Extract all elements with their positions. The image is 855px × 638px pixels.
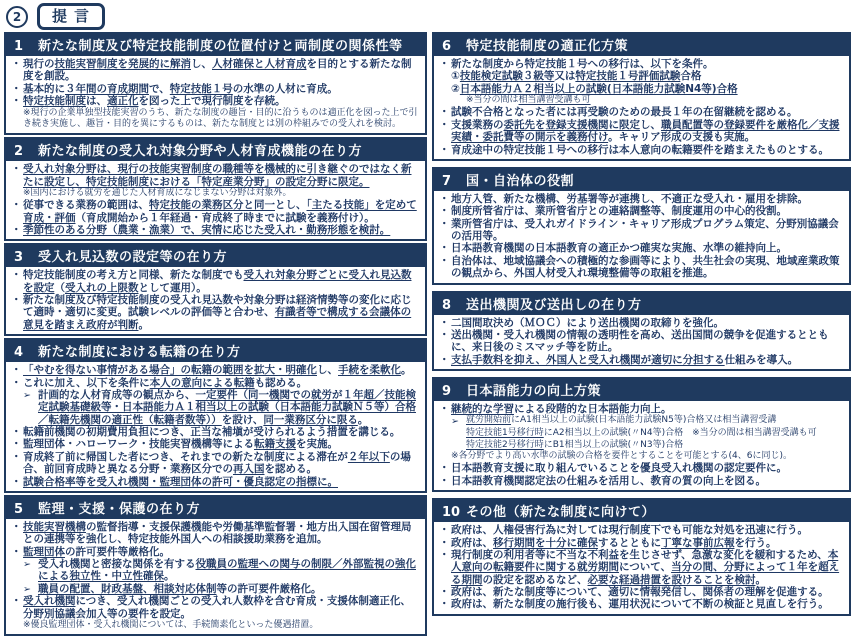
- list-item: [11, 451, 420, 476]
- bullet-marker: ・: [439, 548, 450, 561]
- item-text: ※当分の間は相当講習受講も可: [466, 95, 591, 106]
- right-column: [432, 32, 851, 622]
- list-item: [11, 546, 420, 558]
- list-item: [11, 595, 420, 620]
- section-box: [432, 498, 851, 616]
- list-item: [439, 598, 844, 610]
- section-number: 10: [442, 505, 461, 521]
- item-text: ※国内における就労を通じた人材育成になじまない分野は対象外。: [23, 187, 292, 198]
- section-body: [6, 56, 425, 133]
- item-text: 政府は、移行期間を十分に確保するとともに丁寧な事前広報を行う。: [451, 536, 777, 549]
- section-title: 新たな制度及び特定技能制度の位置付けと両制度の関係性等: [38, 39, 403, 54]
- list-item: [439, 255, 844, 280]
- section-box: [4, 243, 427, 336]
- section-title: 日本語能力の向上方策: [466, 384, 602, 400]
- section-number: 6: [442, 39, 452, 54]
- bullet-marker: ・: [11, 269, 22, 282]
- section-box: [432, 167, 851, 285]
- item-text: 特定技能2号移行時にB1相当以上の試験(〃N3等)合格: [466, 439, 684, 450]
- list-item: [11, 620, 420, 631]
- item-text: 現行制度の利用者等に不当な不利益を生じさせず、急激な変化を緩和するため、本人意向の転籍要件に関する就労期間について、当分の間、分野によって１年を超える期間の設定を認めるなど、必要な経過措置を設けることを検討。: [451, 548, 840, 586]
- bullet-marker: ・: [439, 403, 450, 416]
- section-title: 特定技能制度の適正化方策: [466, 39, 629, 54]
- section-header: [6, 340, 425, 362]
- item-text: ※現行の企業単独型技能実習のうち、新たな制度の趣旨・目的に沿うものは適正化を図った上で引き続き実施し、趣旨・目的を異にするものは、新たな制度とは別の枠組みでの受入れを検討。: [23, 107, 418, 129]
- title-number-badge: 2: [6, 6, 28, 28]
- list-item: [439, 95, 844, 106]
- bullet-marker: ・: [439, 536, 450, 549]
- list-item: [439, 428, 844, 439]
- item-text: 受入れ機関につき、受入れ機関ごとの受入れ人数枠を含む育成・支援体制適正化、分野別協議会加入等の要件を設定。: [23, 595, 411, 620]
- section-body: [6, 267, 425, 334]
- section-header: [434, 500, 849, 522]
- bullet-marker: ・: [439, 192, 450, 205]
- bullet-marker: ・: [439, 328, 450, 341]
- item-text: 受入れ機関と密接な関係を有する役職員の監理への関与の制限／外部監視の強化による独立性・中立性確保。: [38, 558, 416, 583]
- list-item: [11, 389, 420, 426]
- section-header: [6, 497, 425, 519]
- title-label: 提言: [37, 3, 105, 30]
- bullet-marker: ・: [11, 376, 22, 389]
- bullet-marker: ・: [439, 254, 450, 267]
- list-item: [11, 476, 420, 488]
- section-title: 受入れ見込数の設定等の在り方: [38, 250, 228, 266]
- section-title: 国・自治体の役割: [466, 173, 575, 189]
- list-item: [439, 58, 844, 70]
- page-title: [6, 4, 851, 29]
- item-text: 試験合格率等を受入れ機関・監理団体の許可・優良認定の指標に。: [23, 475, 338, 488]
- item-text: ※優良監理団体・受入れ機関については、手続簡素化といった優遇措置。: [23, 619, 319, 630]
- section-body: [434, 522, 849, 614]
- bullet-marker: ・: [11, 450, 22, 463]
- list-item: [439, 354, 844, 366]
- bullet-marker: ・: [11, 520, 22, 533]
- section-number: 1: [14, 39, 24, 54]
- item-text: 政府は、新たな制度等について、適切に情報発信し、関係者の理解を促進する。: [451, 586, 829, 599]
- item-text: 「やむを得ない事情がある場合」の転籍の範囲を拡大・明確化し、手続を柔軟化。: [23, 364, 412, 377]
- section-title: 新たな制度における転籍の在り方: [38, 345, 241, 361]
- item-text: 日本語教育支援に取り組んでいることを優良受入れ機関の認定要件に。: [451, 462, 787, 475]
- bullet-marker: ・: [439, 217, 450, 230]
- section-number: 2: [14, 144, 24, 160]
- list-item: [11, 364, 420, 376]
- left-column: [4, 32, 427, 638]
- section-number: 5: [14, 501, 24, 517]
- section-body: [434, 315, 849, 370]
- section-box: [4, 338, 427, 493]
- item-text: 転籍前機関の初期費用負担につき、正当な補塡が受けられるよう措置を講じる。: [23, 426, 401, 439]
- section-body: [6, 362, 425, 491]
- list-item: [439, 451, 844, 462]
- list-item: [439, 70, 844, 82]
- bullet-marker: ・: [11, 199, 22, 212]
- bullet-marker: ・: [439, 143, 450, 156]
- item-text: 業所管省庁は、受入れガイドライン・キャリア形成プログラム策定、分野別協議会の活用等。: [451, 217, 839, 243]
- section-box: [432, 32, 851, 161]
- section-box: [4, 32, 427, 135]
- section-number: 9: [442, 384, 452, 400]
- bullet-marker: ・: [11, 82, 22, 95]
- list-item: [439, 403, 844, 415]
- item-text: 地方入管、新たな機構、労基署等が連携し、不適正な受入れ・雇用を排除。: [451, 192, 808, 205]
- item-text: 計画的な人材育成等の観点から、一定要件（同一機関での就労が１年超／技能検定試験基礎級等・日本語能力Ａ１相当以上の試験（日本語能力試験Ｎ５等）合格／転籍先機関の適正性（転籍者数等））を設け、同一業務区分に限る。: [38, 388, 416, 426]
- section-header: [6, 34, 425, 56]
- section-body: [434, 56, 849, 159]
- bullet-marker: ・: [439, 462, 450, 475]
- section-body: [434, 401, 849, 490]
- list-item: [11, 95, 420, 107]
- list-item: [439, 218, 844, 243]
- item-text: 季節性のある分野（農業・漁業）で、実情に応じた受入れ・勤務形態を検討。: [23, 223, 391, 236]
- section-header: [434, 293, 849, 315]
- bullet-marker: ・: [11, 58, 22, 70]
- item-text: 従事できる業務の範囲は、特定技能の業務区分と同一とし、「主たる技能」を定めて育成・評価（育成開始から１年経過・育成終了時までに試験を義務付け）。: [23, 199, 417, 224]
- item-text: 新たな制度から特定技能１号への移行は、以下を条件。: [451, 58, 714, 70]
- item-text: 日本語教育機関認定法の仕組みを活用し、教育の質の向上を図る。: [451, 474, 766, 487]
- list-item: [11, 583, 420, 595]
- item-text: 支援業務の委託先を登録支援機関に限定し、職員配置等の登録要件を厳格化／支援実績・委託費等の開示を義務付け。キャリア形成の支援も実施。: [451, 118, 840, 144]
- item-text: 支払手数料を抑え、外国人と受入れ機関が適切に分担する仕組みを導入。: [451, 353, 799, 366]
- arrow-marker: ➢: [23, 559, 31, 571]
- section-number: 4: [14, 345, 24, 361]
- list-item: [439, 415, 844, 428]
- item-text: 育成終了前に帰国した者につき、それまでの新たな制度による滞在が２年以下の場合、前回育成時と異なる分野・業務区分での再入国を認める。: [23, 450, 411, 476]
- list-item: [11, 269, 420, 294]
- section-body: [434, 191, 849, 283]
- section-header: [434, 169, 849, 191]
- list-item: [439, 119, 844, 144]
- section-header: [434, 379, 849, 401]
- section-title: その他（新たな制度に向けて）: [466, 505, 656, 521]
- item-text: これに加え、以下を条件に本人の意向による転籍も認める。: [23, 376, 308, 389]
- arrow-marker: ➢: [451, 416, 459, 428]
- bullet-marker: ・: [439, 58, 450, 70]
- bullet-marker: ・: [11, 426, 22, 439]
- item-text: 二国間取決め（ＭＯＣ）により送出機関の取締りを強化。: [451, 316, 724, 329]
- section-box: [432, 377, 851, 492]
- section-title: 新たな制度の受入れ対象分野や人材育成機能の在り方: [38, 144, 363, 160]
- section-number: 8: [442, 297, 452, 313]
- list-item: [439, 475, 844, 487]
- list-item: [11, 224, 420, 236]
- section-body: [6, 519, 425, 634]
- item-text: 継続的な学習による段階的な日本語能力向上。: [451, 403, 672, 416]
- item-text: 職員の配置、財政基盤、相談対応体制等の許可要件厳格化。: [38, 582, 322, 595]
- item-text: 新たな制度及び特定技能制度の受入れ見込数や対象分野は経済情勢等の変化に応じて適時・適切に変更。試験レベルの評価等と合わせ、有識者等で構成する会議体の意見を踏まえ政府が判断。: [23, 294, 412, 331]
- columns-container: [4, 32, 851, 638]
- bullet-marker: ・: [439, 316, 450, 329]
- list-item: [439, 83, 844, 95]
- item-text: ①技能検定試験３級等又は特定技能１号評価試験合格: [451, 70, 702, 83]
- bullet-marker: ・: [11, 475, 22, 488]
- bullet-marker: ・: [439, 106, 450, 119]
- item-text: ※各分野でより高い水準の試験の合格を要件とすることを可能とする(4、6に同じ)。: [451, 451, 793, 462]
- bullet-marker: ・: [439, 474, 450, 487]
- item-text: 育成途中の特定技能１号への移行は本人意向の転籍要件を踏まえたものとする。: [451, 143, 829, 156]
- list-item: [439, 586, 844, 598]
- list-item: [439, 106, 844, 118]
- list-item: [11, 58, 420, 83]
- list-item: [439, 144, 844, 156]
- item-text: 現行の技能実習制度を発展的に解消し、人材確保と人材育成を目的とする新たな制度を創設。: [23, 58, 412, 83]
- list-item: [11, 558, 420, 583]
- arrow-marker: ➢: [23, 389, 31, 401]
- bullet-marker: ・: [439, 118, 450, 131]
- bullet-marker: ・: [11, 163, 22, 176]
- item-text: 政府は、新たな制度の施行後も、運用状況について不断の検証と見直しを行う。: [451, 598, 829, 611]
- bullet-marker: ・: [439, 205, 450, 218]
- list-item: [439, 537, 844, 549]
- section-title: 監理・支援・保護の在り方: [38, 501, 201, 517]
- arrow-marker: ➢: [23, 583, 31, 595]
- item-text: 政府は、人権侵害行為に対しては現行制度下でも可能な対処を迅速に行う。: [451, 524, 808, 537]
- section-header: [6, 139, 425, 161]
- item-text: 日本語教育機関の日本語教育の適正かつ確実な実施、水準の維持向上。: [451, 242, 787, 255]
- bullet-marker: ・: [439, 598, 450, 611]
- item-text: 就労開始前にA1相当以上の試験(日本語能力試験N5等)合格又は相当講習受講: [466, 415, 777, 426]
- item-text: 特定技能制度は、適正化を図った上で現行制度を存続。: [23, 95, 286, 108]
- list-item: [439, 242, 844, 254]
- item-text: 監理団体・ハローワーク・技能実習機構等による転籍支援を実施。: [23, 438, 338, 451]
- list-item: [439, 193, 844, 205]
- item-text: ②日本語能力Ａ２相当以上の試験(日本語能力試験N4等)合格: [451, 82, 738, 95]
- item-text: 自治体は、地域協議会への積極的な参画等により、共生社会の実現、地域産業政策の観点から、外国人材受入れ環境整備等の取組を推進。: [451, 254, 840, 280]
- item-text: 受入れ対象分野は、現行の技能実習制度の職種等を機械的に引き継ぐのではなく新たに設定し、特定技能制度における「特定産業分野」の設定分野に限定。: [23, 163, 412, 188]
- list-item: [11, 294, 420, 331]
- item-text: 技能実習機構の監督指導・支援保護機能や労働基準監督署・地方出入国在留管理局との連携等を強化し、特定技能外国人への相談援助業務を追加。: [23, 520, 412, 546]
- section-box: [4, 495, 427, 636]
- section-number: 7: [442, 173, 452, 189]
- list-item: [439, 549, 844, 586]
- section-box: [4, 137, 427, 241]
- list-item: [11, 199, 420, 224]
- item-text: 試験不合格となった者には再受験のための最長１年の在留継続を認める。: [451, 106, 798, 119]
- bullet-marker: ・: [439, 242, 450, 255]
- list-item: [11, 108, 420, 131]
- section-body: [6, 161, 425, 239]
- bullet-marker: ・: [11, 545, 22, 558]
- bullet-marker: ・: [11, 438, 22, 451]
- item-text: 制度所管省庁は、業所管省庁との連絡調整等、制度運用の中心的役割。: [451, 205, 787, 218]
- bullet-marker: ・: [11, 364, 22, 377]
- bullet-marker: ・: [11, 95, 22, 108]
- list-item: [439, 317, 844, 329]
- list-item: [11, 426, 420, 438]
- list-item: [439, 329, 844, 354]
- list-item: [11, 83, 420, 95]
- section-header: [434, 34, 849, 56]
- bullet-marker: ・: [439, 524, 450, 537]
- list-item: [11, 163, 420, 188]
- item-text: 基本的に３年間の育成期間で、特定技能１号の水準の人材に育成。: [23, 82, 338, 95]
- bullet-marker: ・: [11, 294, 22, 307]
- item-text: 監理団体の許可要件等厳格化。: [23, 545, 170, 558]
- list-item: [11, 438, 420, 450]
- section-header: [6, 245, 425, 267]
- bullet-marker: ・: [11, 223, 22, 236]
- list-item: [439, 524, 844, 536]
- list-item: [11, 521, 420, 546]
- bullet-marker: ・: [439, 586, 450, 599]
- list-item: [439, 462, 844, 474]
- section-title: 送出機関及び送出しの在り方: [466, 297, 642, 313]
- bullet-marker: ・: [439, 353, 450, 366]
- list-item: [439, 205, 844, 217]
- item-text: 特定技能制度の考え方と同様、新たな制度でも受入れ対象分野ごとに受入れ見込数を設定（受入れの上限数として運用）。: [23, 269, 412, 294]
- list-item: [11, 377, 420, 389]
- list-item: [11, 188, 420, 199]
- section-box: [432, 291, 851, 372]
- list-item: [439, 440, 844, 451]
- bullet-marker: ・: [11, 595, 22, 608]
- section-number: 3: [14, 250, 24, 266]
- item-text: 特定技能1号移行時にA2相当以上の試験(〃N4等)合格 ※当分の間は相当講習受講も可: [466, 428, 817, 439]
- item-text: 送出機関・受入れ機関の情報の透明性を高め、送出国間の競争を促進するとともに、来日後のミスマッチ等を防止。: [451, 328, 829, 354]
